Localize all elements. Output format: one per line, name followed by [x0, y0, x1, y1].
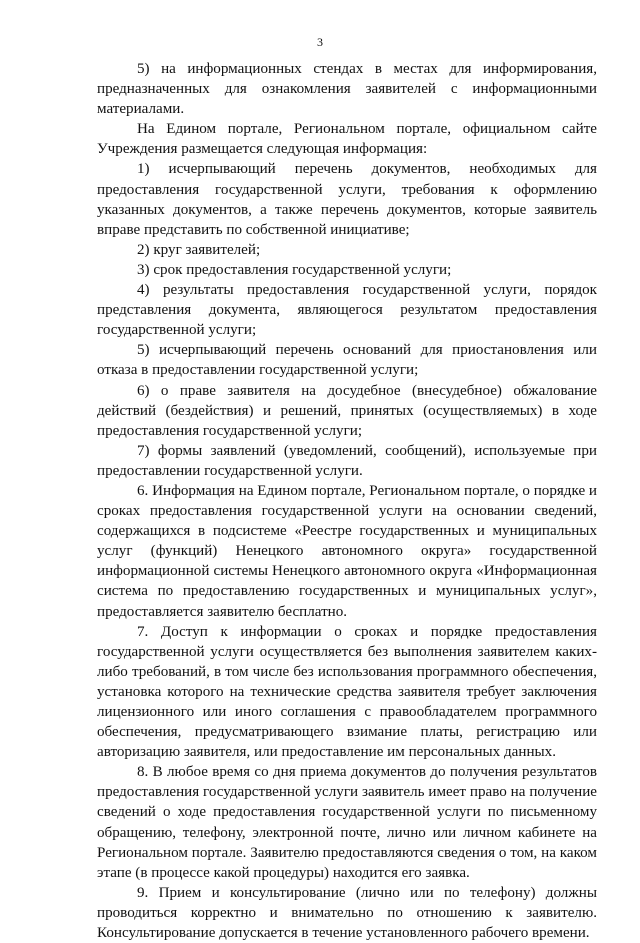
list-item-documents: 1) исчерпывающий перечень документов, необходимых для предоставления государственной услуги, требования к оформлению указанных документов, а также перечень документов, которые заявитель вправе представить по собственной инициативе;: [97, 161, 597, 238]
list-item-appeal-right: 6) о праве заявителя на досудебное (внесудебное) обжалование действий (бездействия) и решений, принятых (осуществляемых) в ходе предоставления государственной услуги;: [97, 382, 597, 439]
paragraph-item-5-stands: 5) на информационных стендах в местах для информирования, предназначенных для ознакомления заявителей с информационными материалами.: [97, 61, 597, 118]
list-item-term: 3) срок предоставления государственной услуги;: [137, 261, 452, 278]
list-item-results: 4) результаты предоставления государственной услуги, порядок представления документа, являющегося результатом предоставления государственной услуги;: [97, 282, 597, 339]
paragraph-info-intro: На Едином портале, Региональном портале, официальном сайте Учреждения размещается следующая информация:: [97, 121, 597, 158]
list-item-applicants: 2) круг заявителей;: [137, 241, 261, 258]
page-number: 3: [317, 35, 323, 49]
list-item-forms: 7) формы заявлений (уведомлений, сообщений), используемые при предоставлении государственной услуги.: [97, 442, 597, 479]
section-6-paragraph: 6. Информация на Едином портале, Региональном портале, о порядке и сроках предоставления государственной услуги на основании сведений, содержащихся в подсистеме «Реестре государственных и муниципальных услуг (функций) Ненецкого автономного округа» государственной информационной системы Ненецкого автономного округа «Информационная система по предоставлению государственных и муниципальных услуг», предоставляется заявителю бесплатно.: [97, 482, 597, 620]
list-item-refusal-grounds: 5) исчерпывающий перечень оснований для приостановления или отказа в предоставлении государственной услуги;: [97, 342, 597, 379]
document-body: [97, 59, 597, 943]
section-7-paragraph: 7. Доступ к информации о сроках и порядке предоставления государственной услуги осуществляется без выполнения заявителем каких-либо требований, в том числе без использования программного обеспечения, установка которого на технические средства заявителя требует заключения лицензионного или иного соглашения с правообладателем программного обеспечения, предусматривающего взимание платы, регистрацию или авторизацию заявителя, или предоставление им персональных данных.: [97, 623, 597, 761]
section-8-paragraph: 8. В любое время со дня приема документов до получения результатов предоставления государственной услуги заявитель имеет право на получение сведений о ходе предоставления государственной услуги по письменному обращению, телефону, электронной почте, лично или личном кабинете на Региональном портале. Заявителю предоставляются сведения о том, на каком этапе (в процессе какой процедуры) находится его заявка.: [97, 764, 597, 881]
section-9-paragraph: 9. Прием и консультирование (лично или по телефону) должны проводиться корректно и внимательно по отношению к заявителю. Консультирование допускается в течение установленного рабочего времени.: [97, 884, 597, 942]
